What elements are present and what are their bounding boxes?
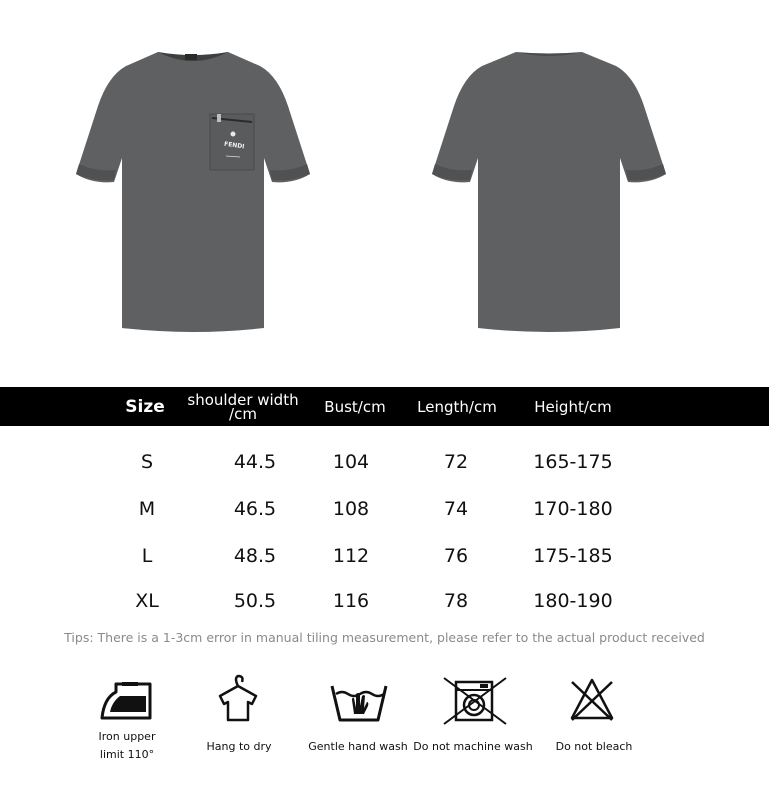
cell-bust: 104 — [332, 451, 370, 473]
cell-size: S — [140, 451, 154, 473]
header-shoulder-line1: shoulder width — [187, 390, 299, 409]
size-table-header — [0, 387, 769, 426]
header-length: Length/cm — [417, 397, 497, 416]
table-row-l — [0, 541, 769, 571]
table-row-xl — [0, 586, 769, 616]
no-machine-wash-label: Do not machine wash — [413, 740, 533, 753]
header-size: Size — [125, 396, 165, 417]
iron-label-line1: Iron upper — [98, 730, 156, 743]
cell-shoulder: 48.5 — [233, 545, 277, 567]
cell-length: 76 — [443, 545, 469, 567]
cell-size: XL — [135, 590, 159, 612]
cell-height: 165-175 — [533, 451, 613, 473]
cell-shoulder: 50.5 — [233, 590, 277, 612]
cell-height: 175-185 — [533, 545, 613, 567]
hanger-icon — [216, 674, 260, 722]
pocket-logo: FENDI — [223, 140, 245, 151]
iron-label-line2: limit 110° — [99, 748, 155, 761]
no-bleach-label: Do not bleach — [555, 740, 633, 753]
measurement-tips: Tips: There is a 1-3cm error in manual tiling measurement, please refer to the actual product received — [64, 630, 705, 645]
cell-shoulder: 44.5 — [233, 451, 277, 473]
table-row-s — [0, 447, 769, 477]
cell-size: L — [141, 545, 153, 567]
cell-bust: 108 — [332, 498, 370, 520]
no-bleach-icon — [568, 676, 616, 722]
table-row-m — [0, 494, 769, 524]
hand-wash-label: Gentle hand wash — [308, 740, 408, 753]
cell-size: M — [138, 498, 156, 520]
header-shoulder-line2: /cm — [229, 404, 257, 423]
header-height: Height/cm — [534, 397, 612, 416]
cell-height: 180-190 — [533, 590, 613, 612]
cell-shoulder: 46.5 — [233, 498, 277, 520]
hang-dry-label: Hang to dry — [206, 740, 272, 753]
t-shirt-front-image — [72, 46, 314, 334]
cell-length: 74 — [443, 498, 469, 520]
header-bust: Bust/cm — [324, 397, 386, 416]
t-shirt-back-image — [428, 46, 670, 334]
iron-label — [86, 728, 168, 764]
header-shoulder-width — [180, 387, 306, 426]
pocket — [210, 114, 254, 170]
cell-bust: 116 — [332, 590, 370, 612]
cell-bust: 112 — [332, 545, 370, 567]
cell-length: 72 — [443, 451, 469, 473]
no-machine-wash-icon — [442, 676, 508, 726]
iron-icon — [98, 678, 156, 724]
cell-length: 78 — [443, 590, 469, 612]
cell-height: 170-180 — [533, 498, 613, 520]
hand-wash-icon — [330, 680, 388, 722]
